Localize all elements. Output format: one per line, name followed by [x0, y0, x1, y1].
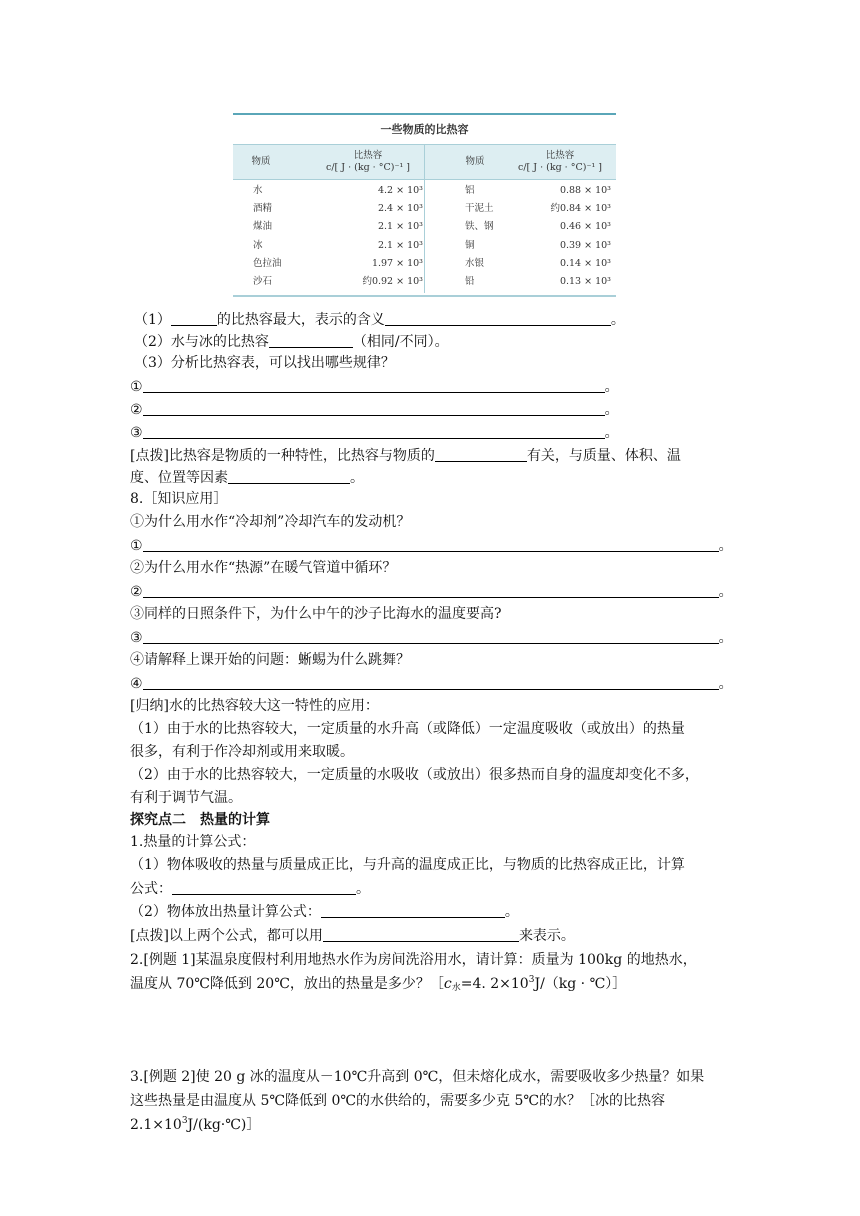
table-row [233, 256, 616, 272]
specific-heat-value: 2.1 × 10³ [377, 221, 423, 233]
section-8-title: 8.［知识应用］ [130, 491, 228, 507]
blank[interactable] [228, 468, 350, 484]
header-c-right: 比热容 c/[ J · (kg · °C)⁻¹ ] [518, 150, 602, 173]
table-row [233, 238, 616, 254]
substance-name: 铁、钢 [465, 221, 494, 233]
specific-heat-value: 2.4 × 10³ [377, 203, 423, 215]
calc-1-line-1: （1）物体吸收的热量与质量成正比，与升高的温度成正比，与物质的比热容成正比，计算 [130, 857, 685, 873]
specific-heat-value: 约0.84 × 10³ [550, 203, 611, 215]
blank[interactable] [269, 332, 353, 348]
rule-line-3: ③ 。 [130, 425, 619, 441]
table-row [233, 219, 616, 235]
blank[interactable] [143, 628, 719, 644]
summary-2-line-2: 有利于调节气温。 [130, 790, 242, 806]
app-question-3: ③同样的日照条件下，为什么中午的沙子比海水的温度要高? [130, 606, 502, 622]
blank[interactable] [172, 879, 356, 895]
specific-heat-value: 1.97 × 10³ [371, 257, 423, 269]
blank[interactable] [171, 310, 217, 326]
specific-heat-value: 0.88 × 10³ [559, 185, 611, 196]
header-substance-right: 物质 [465, 156, 485, 167]
specific-heat-value: 4.2 × 10³ [377, 185, 423, 196]
header-substance-left: 物质 [251, 156, 271, 167]
blank[interactable] [143, 674, 719, 690]
question-2: （2）水与冰的比热容 （相同/不同）。 [134, 334, 449, 350]
specific-heat-value: 0.39 × 10³ [559, 239, 611, 251]
table-title: 一些物质的比热容 [380, 123, 469, 136]
question-3: （3）分析比热容表，可以找出哪些规律？ [134, 355, 395, 371]
summary-1-line-2: 很多，有利于作冷却剂或用来取暖。 [130, 744, 354, 760]
app-answer-2: ② 。 [130, 584, 733, 600]
specific-heat-table [233, 113, 616, 297]
table-row [233, 201, 616, 217]
tip-1-line-1: [点拨]比热容是物质的一种特性，比热容与物质的 有关，与质量、体积、温 [130, 448, 681, 464]
summary-2-line-1: （2）由于水的比热容较大，一定质量的水吸收（或放出）很多热而自身的温度却变化不多， [130, 767, 699, 783]
blank[interactable] [321, 902, 505, 918]
app-answer-1: ① 。 [130, 538, 733, 554]
summary-title: [归纳]水的比热容较大这一特性的应用： [130, 698, 379, 714]
specific-heat-value: 0.13 × 10³ [559, 276, 611, 287]
blank[interactable] [143, 536, 719, 552]
example-2-line-1: 3.[例题 2]使 20 g 冰的温度从－10℃升高到 0℃，但未熔化成水，需要吸收多少热量？如果 [130, 1069, 705, 1085]
blank[interactable] [143, 423, 605, 439]
question-1: （1） 的比热容最大，表示的含义 。 [134, 312, 625, 328]
substance-name: 水 [253, 185, 263, 196]
substance-name: 沙石 [253, 276, 273, 287]
table-row [233, 183, 616, 199]
specific-heat-value: 约0.92 × 10³ [362, 276, 423, 287]
summary-1-line-1: （1）由于水的比热容较大，一定质量的水升高（或降低）一定温度吸收（或放出）的热量 [130, 721, 685, 737]
calc-2-line: （2）物体放出热量计算公式： 。 [130, 904, 519, 920]
header-c-left: 比热容 c/[ J · (kg · °C)⁻¹ ] [326, 150, 410, 173]
rule-line-2: ② 。 [130, 402, 619, 418]
example-2-line-2: 这些热量是由温度从 5℃降低到 0℃的水供给的，需要多少克 5℃的水？［冰的比热容 [130, 1093, 666, 1109]
tip-1-line-2: 度、位置等因素 。 [130, 470, 364, 486]
substance-name: 冰 [253, 239, 263, 251]
blank[interactable] [143, 377, 605, 393]
app-question-1: ①为什么用水作“冷却剂”冷却汽车的发动机？ [130, 514, 411, 530]
rule-line-1: ① 。 [130, 379, 619, 395]
app-question-2: ②为什么用水作“热源”在暖气管道中循环？ [130, 560, 397, 576]
blank[interactable] [143, 582, 719, 598]
blank[interactable] [385, 310, 611, 326]
specific-heat-value: 2.1 × 10³ [377, 239, 423, 251]
specific-heat-value: 0.14 × 10³ [559, 257, 611, 269]
substance-name: 干泥土 [465, 203, 494, 215]
tip-2-line: [点拨]以上两个公式，都可以用 来表示。 [130, 928, 575, 944]
section-2-title: 探究点二 热量的计算 [130, 812, 270, 828]
table-row [233, 274, 616, 290]
calc-1-line-2: 公式： 。 [130, 881, 370, 897]
substance-name: 酒精 [253, 203, 273, 215]
substance-name: 水银 [465, 257, 485, 269]
blank[interactable] [435, 446, 527, 462]
substance-name: 铅 [465, 276, 475, 287]
blank[interactable] [143, 400, 605, 416]
app-answer-4: ④ 。 [130, 676, 733, 692]
blank[interactable] [323, 926, 519, 942]
example-1-line-1: 2.[例题 1]某温泉度假村利用地热水作为房间洗浴用水，请计算：质量为 100kg 的地热水， [130, 952, 697, 968]
substance-name: 色拉油 [253, 257, 282, 269]
substance-name: 铜 [465, 239, 475, 251]
specific-heat-value: 0.46 × 10³ [559, 221, 611, 233]
substance-name: 煤油 [253, 221, 273, 233]
calc-formula-title: 1.热量的计算公式： [130, 834, 256, 850]
app-answer-3: ③ 。 [130, 630, 733, 646]
example-2-line-3: $2.1\times 10^3J/(kg\cdot℃)]$ [130, 1116, 261, 1133]
substance-name: 铝 [465, 185, 475, 196]
example-1-line-2: 温度从 70℃降低到 20℃，放出的热量是多少？$[c_水=4$. $2\times 10^3J/(kg$ · ℃）］ [130, 975, 627, 993]
app-question-4: ④请解释上课开始的问题：蜥蜴为什么跳舞？ [130, 652, 410, 668]
